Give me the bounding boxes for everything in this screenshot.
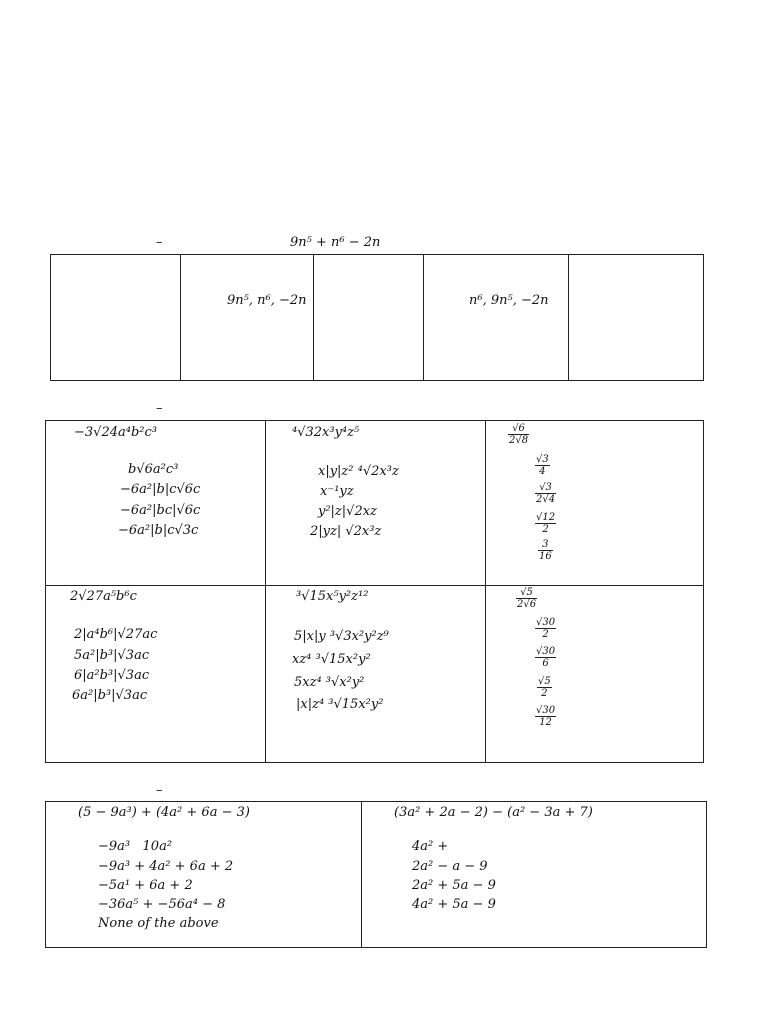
- q1-dash: –: [156, 235, 163, 250]
- q2e-choice-1: 5|x|y ³√3x²y²z⁹: [294, 629, 389, 644]
- q2e-choice-2: xz⁴ ³√15x²y²: [292, 652, 371, 667]
- q2f-problem: √5 2√6: [517, 587, 537, 610]
- q3a-choice-5: None of the above: [98, 916, 219, 931]
- q3b-choice-4: 4a² + 5a − 9: [412, 897, 496, 912]
- q2a-choice-2: −6a²|b|c√6c: [120, 482, 201, 497]
- q2f-choice-3: √5 2: [538, 676, 551, 699]
- q2c-choice-3: √12 2: [536, 512, 556, 535]
- q2a-choice-3: −6a²|bc|√6c: [120, 503, 201, 518]
- q2b-choice-2: x⁻¹yz: [320, 484, 354, 499]
- q2e-problem: ³√15x⁵y²z¹²: [296, 589, 369, 604]
- q2-table: [45, 420, 704, 763]
- q3a-choice-3: −5a¹ + 6a + 2: [98, 878, 193, 893]
- q3-dash: –: [156, 783, 163, 798]
- q3a-choice-1: −9a³ 10a²: [98, 839, 173, 854]
- q2d-choice-2: 5a²|b³|√3ac: [74, 648, 150, 663]
- q2d-choice-3: 6|a²b³|√3ac: [74, 668, 150, 683]
- q2c-problem: √6 2√8: [509, 423, 529, 446]
- q2e-choice-4: |x|z⁴ ³√15x²y²: [296, 697, 384, 712]
- q1-expression: 9n⁵ + n⁶ − 2n: [290, 235, 381, 250]
- q2f-choice-2: √30 6: [536, 646, 556, 669]
- q3-table: [45, 801, 707, 948]
- q3a-problem: (5 − 9a³) + (4a² + 6a − 3): [78, 805, 250, 820]
- q1-cell-4: n⁶, 9n⁵, −2n: [469, 293, 549, 308]
- q2d-problem: 2√27a⁵b⁶c: [70, 589, 137, 604]
- q3a-choice-4: −36a⁵ + −56a⁴ − 8: [98, 897, 226, 912]
- q2b-choice-4: 2|yz| √2x³z: [310, 524, 382, 539]
- q2c-choice-2: √3 2√4: [536, 482, 556, 505]
- q2d-choice-4: 6a²|b³|√3ac: [72, 688, 148, 703]
- q2b-choice-3: y²|z|√2xz: [318, 504, 377, 519]
- q2b-choice-1: x|y|z² ⁴√2x³z: [318, 464, 399, 479]
- q3b-choice-3: 2a² + 5a − 9: [412, 878, 496, 893]
- q2b-problem: ⁴√32x³y⁴z⁵: [292, 425, 360, 440]
- q2c-choice-4: 3 16: [539, 539, 552, 562]
- q2a-problem: −3√24a⁴b²c³: [74, 425, 157, 440]
- q2d-choice-1: 2|a⁴b⁶|√27ac: [74, 627, 158, 642]
- q3a-choice-2: −9a³ + 4a² + 6a + 2: [98, 859, 234, 874]
- q2f-choice-4: √30 12: [536, 705, 556, 728]
- q2e-choice-3: 5xz⁴ ³√x²y²: [294, 675, 365, 690]
- q2c-choice-1: √3 4: [536, 454, 549, 477]
- q1-table: [50, 254, 704, 381]
- q3b-problem: (3a² + 2a − 2) − (a² − 3a + 7): [394, 805, 593, 820]
- q3b-choice-2: 2a² − a − 9: [412, 859, 488, 874]
- q1-cell-2: 9n⁵, n⁶, −2n: [227, 293, 307, 308]
- q3b-choice-1: 4a² +: [412, 839, 449, 854]
- q2f-choice-1: √30 2: [536, 617, 556, 640]
- q2a-choice-4: −6a²|b|c√3c: [118, 523, 199, 538]
- q2a-choice-1: b√6a²c³: [128, 462, 179, 477]
- q2-dash: –: [156, 401, 163, 416]
